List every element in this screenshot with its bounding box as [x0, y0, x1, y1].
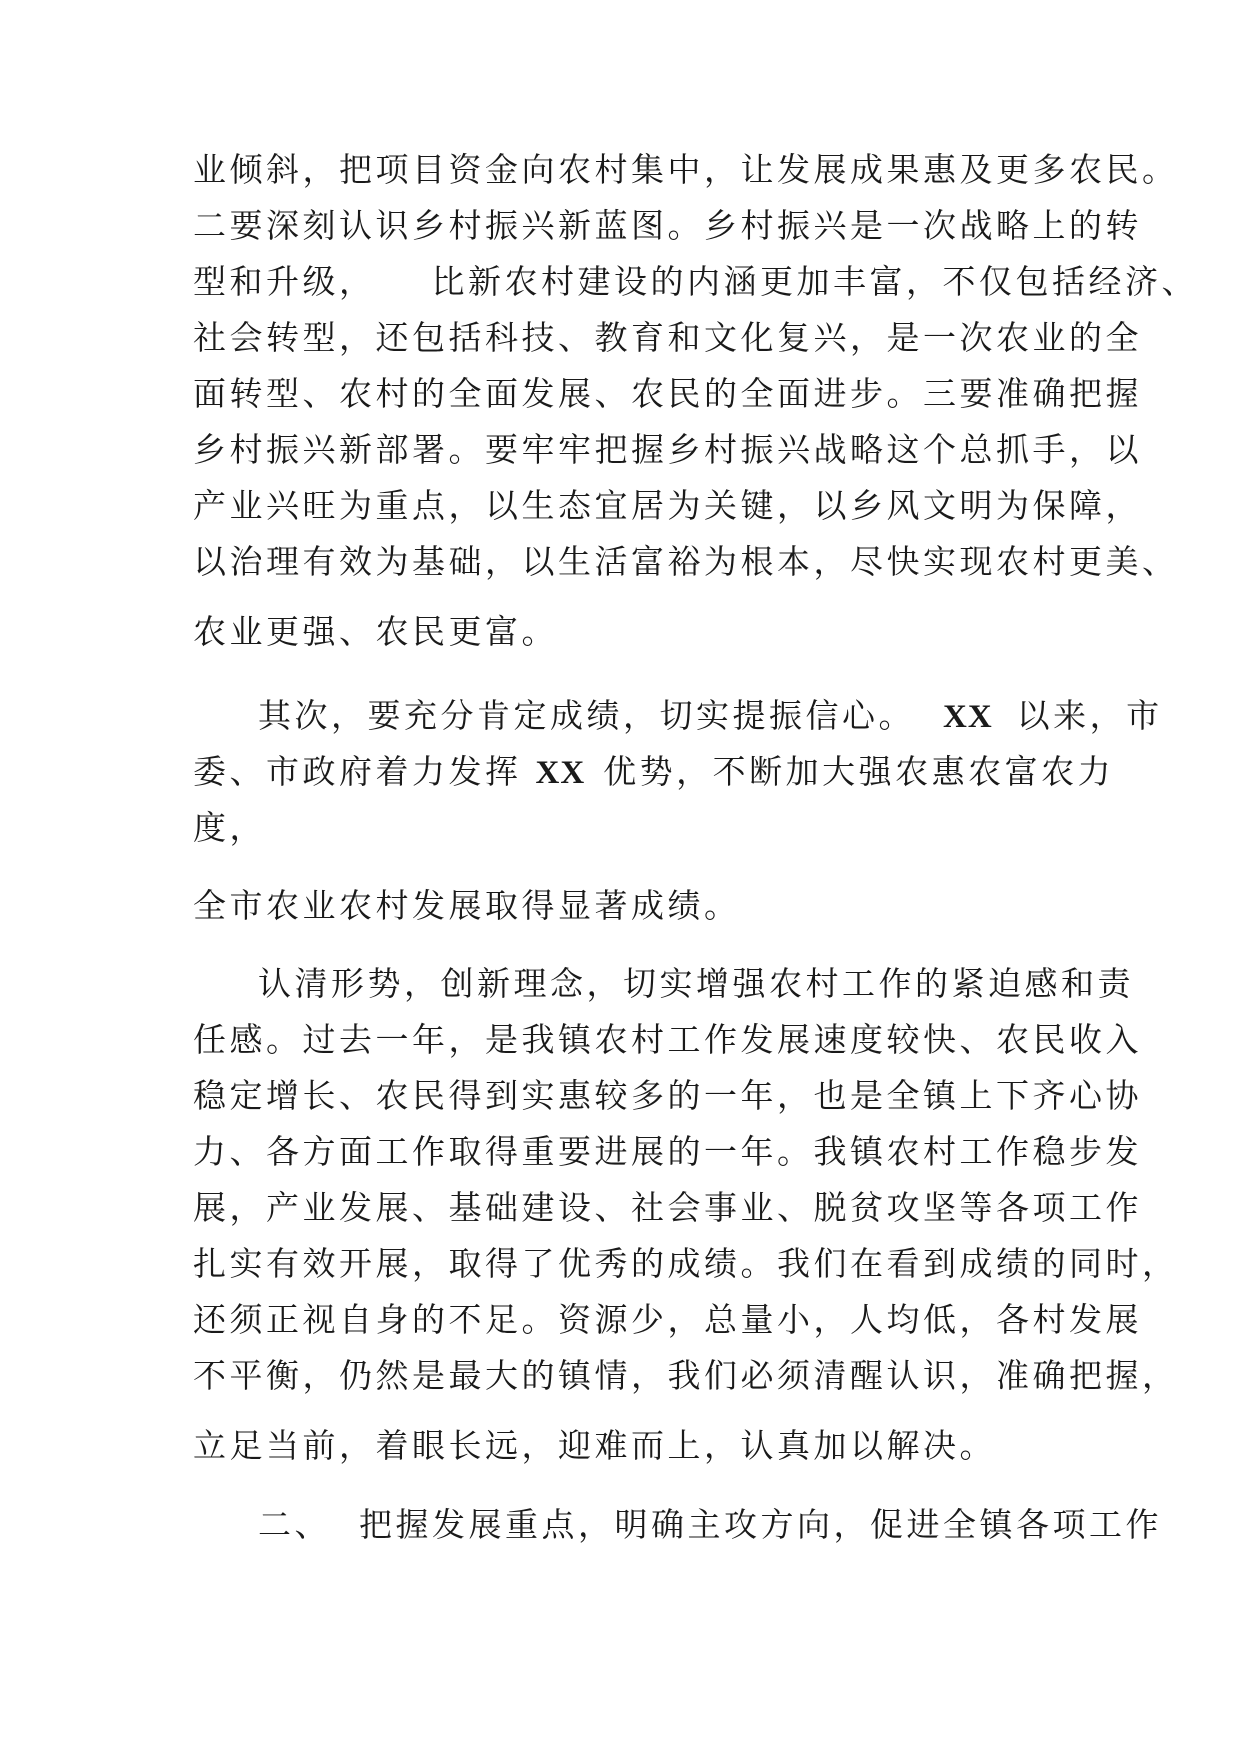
placeholder-text: XX: [535, 755, 586, 791]
text-line: 度，: [193, 808, 266, 847]
text-line: 以治理有效为基础，以生活富裕为根本，尽快实现农村更美、: [193, 542, 1179, 581]
text-line: 展，产业发展、基础建设、社会事业、脱贫攻坚等各项工作: [193, 1188, 1142, 1227]
text-line: 立足当前，着眼长远，迎难而上，认真加以解决。: [193, 1426, 996, 1465]
text-line: 面转型、农村的全面发展、农民的全面进步。三要准确把握: [193, 374, 1142, 413]
text-line: 任感。过去一年，是我镇农村工作发展速度较快、农民收入: [193, 1020, 1142, 1059]
section-heading: 二、 把握发展重点，明确主攻方向，促进全镇各项工作: [258, 1505, 1162, 1544]
text-line: 扎实有效开展，取得了优秀的成绩。我们在看到成绩的同时，: [193, 1244, 1179, 1283]
text-span: 其次，要充分肯定成绩，切实提振信心。: [258, 696, 915, 735]
text-line: 不平衡，仍然是最大的镇情，我们必须清醒认识，准确把握，: [193, 1356, 1179, 1395]
text-line: 产业兴旺为重点，以生态宜居为关键，以乡风文明为保障，: [193, 486, 1142, 525]
text-line: 力、各方面工作取得重要进展的一年。我镇农村工作稳步发: [193, 1132, 1142, 1171]
text-span: 优势，不断加大强农惠农富农力: [603, 752, 1115, 791]
text-line: 业倾斜，把项目资金向农村集中，让发展成果惠及更多农民。: [193, 150, 1179, 189]
text-line: 乡村振兴新部署。要牢牢把握乡村振兴战略这个总抓手，以: [193, 430, 1142, 469]
text-line: 型和升级， 比新农村建设的内涵更加丰富，不仅包括经济、: [193, 262, 1198, 301]
text-line: 全市农业农村发展取得显著成绩。: [193, 886, 741, 925]
text-line: 稳定增长、农民得到实惠较多的一年，也是全镇上下齐心协: [193, 1076, 1142, 1115]
text-line: 还须正视自身的不足。资源少，总量小，人均低，各村发展: [193, 1300, 1142, 1339]
text-line: 社会转型，还包括科技、教育和文化复兴，是一次农业的全: [193, 318, 1142, 357]
paragraph-line: [258, 696, 1163, 737]
paragraph-line: [193, 752, 1115, 793]
text-line: 农业更强、农民更富。: [193, 612, 558, 651]
text-span: 委、市政府着力发挥: [193, 752, 522, 791]
text-span: 以来，市: [1016, 696, 1163, 735]
text-line: 认清形势，创新理念，切实增强农村工作的紧迫感和责: [258, 964, 1134, 1003]
text-line: 二要深刻认识乡村振兴新蓝图。乡村振兴是一次战略上的转: [193, 206, 1142, 245]
placeholder-text: XX: [943, 699, 993, 735]
